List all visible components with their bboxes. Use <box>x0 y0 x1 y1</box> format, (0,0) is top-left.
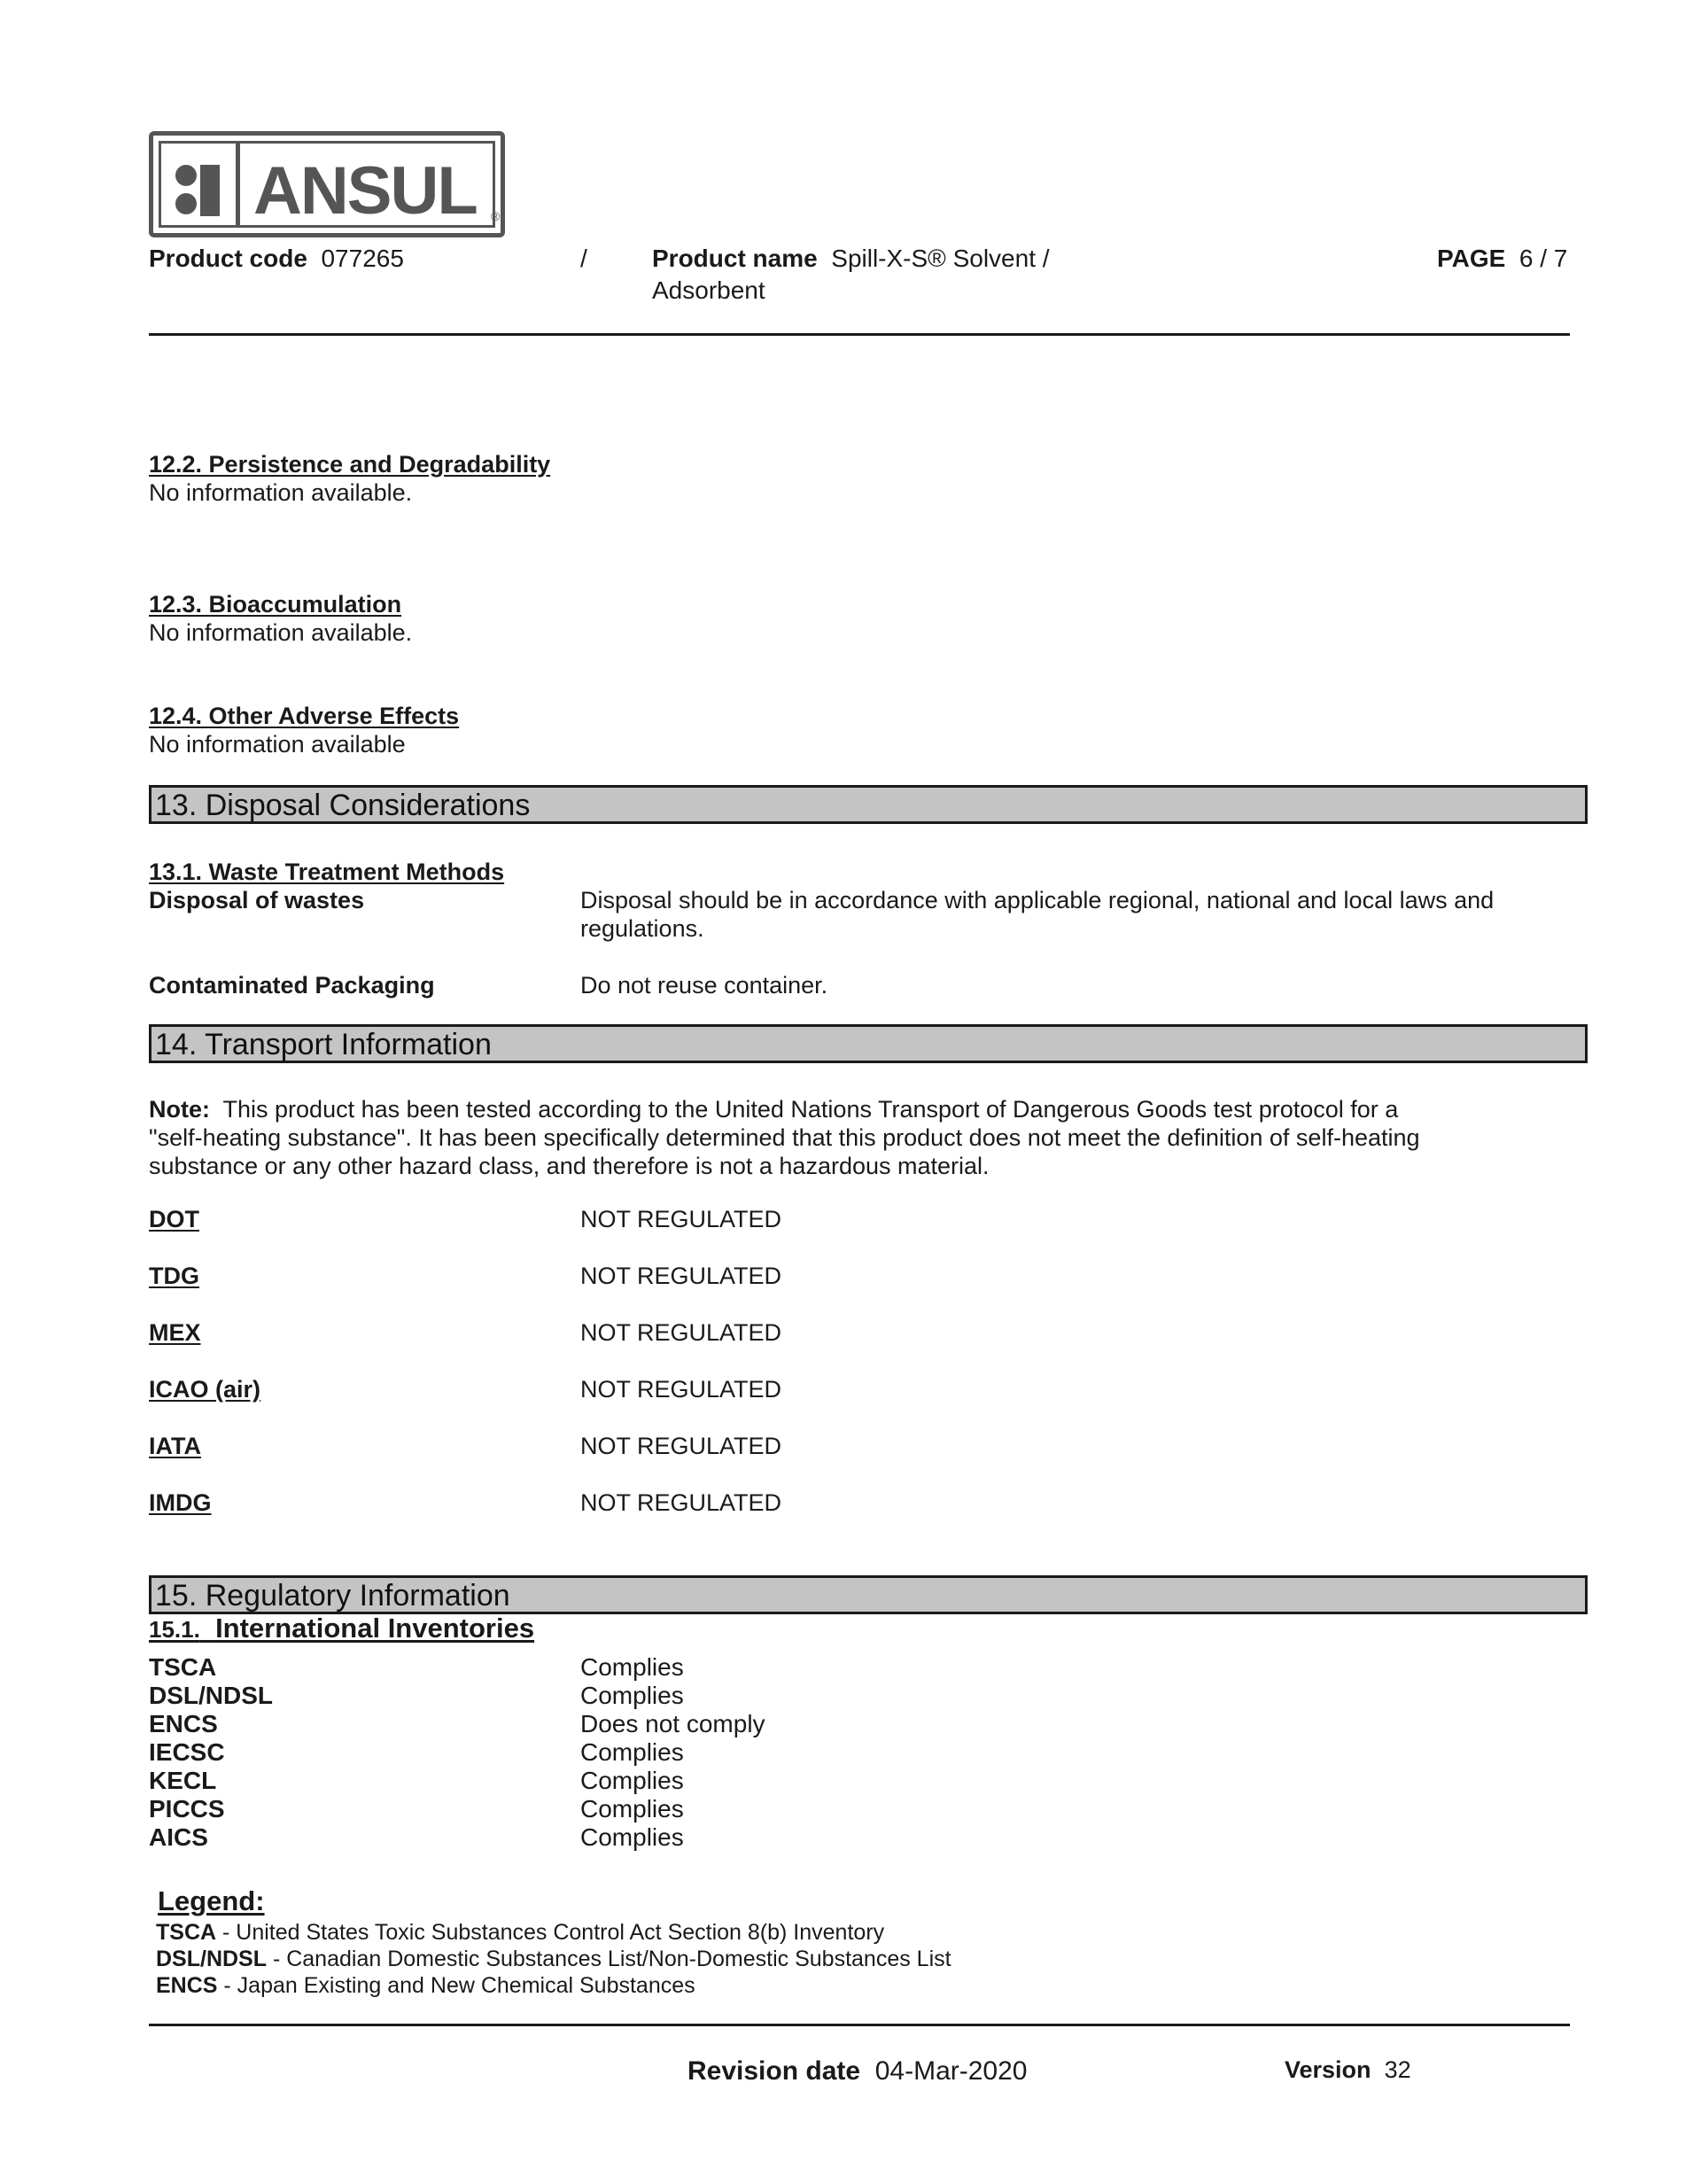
page-number <box>1437 245 1567 273</box>
legend-text-dsl-ndsl: - Canadian Domestic Substances List/Non-Domestic Substances List <box>267 1947 951 1971</box>
legend-item-tsca <box>156 1919 884 1946</box>
transport-value-imdg: NOT REGULATED <box>580 1489 782 1516</box>
packaging-value: Do not reuse container. <box>580 972 828 999</box>
legend-text-tsca: - United States Toxic Substances Control Act Section 8(b) Inventory <box>216 1920 885 1945</box>
section-14-header <box>149 1024 1588 1063</box>
inventory-value-iecsc: Complies <box>580 1738 684 1766</box>
product-name-label: Product name <box>652 245 818 272</box>
section-12-2-text: No information available. <box>149 479 413 506</box>
inventory-label-iecsc: IECSC <box>149 1738 225 1766</box>
ansul-mark-icon <box>174 161 225 220</box>
section-14-title: 14. Transport Information <box>155 1028 492 1061</box>
transport-value-mex: NOT REGULATED <box>580 1319 782 1346</box>
legend-item-dsl-ndsl <box>156 1946 951 1972</box>
product-name <box>652 245 1050 273</box>
transport-note-line3: substance or any other hazard class, and therefore is not a hazardous material. <box>149 1153 990 1179</box>
legend-abbr-tsca: TSCA <box>156 1920 217 1945</box>
revision-date <box>687 2056 1028 2087</box>
product-code-value: 077265 <box>321 245 404 272</box>
legend-abbr-encs: ENCS <box>156 1973 218 1998</box>
version-value: 32 <box>1384 2056 1411 2083</box>
inventory-value-encs: Does not comply <box>580 1710 765 1737</box>
inventory-label-encs: ENCS <box>149 1710 218 1737</box>
inventory-label-tsca: TSCA <box>149 1653 217 1681</box>
note-label: Note: <box>149 1096 210 1123</box>
section-15-1-number: 15.1. <box>149 1616 200 1643</box>
inventory-label-dsl-ndsl: DSL/NDSL <box>149 1682 273 1709</box>
inventory-value-kecl: Complies <box>580 1767 684 1794</box>
legend-item-encs <box>156 1972 695 1999</box>
section-13-header <box>149 785 1588 824</box>
disposal-text-line1: Disposal should be in accordance with applicable regional, national and local laws and <box>580 887 1495 913</box>
transport-label-mex: MEX <box>149 1319 201 1346</box>
transport-label-imdg: IMDG <box>149 1489 212 1516</box>
transport-label-dot: DOT <box>149 1206 199 1232</box>
page-value: 6 / 7 <box>1518 245 1568 272</box>
inventory-label-aics: AICS <box>149 1823 208 1851</box>
note-text-line1: This product has been tested according to the United Nations Transport of Dangerous Goods test protocol for a <box>222 1096 1399 1123</box>
section-15-header <box>149 1575 1588 1614</box>
inventory-value-piccs: Complies <box>580 1795 684 1823</box>
logo-wordmark: ANSUL <box>253 153 477 229</box>
section-12-4-title: 12.4. Other Adverse Effects <box>149 703 460 729</box>
transport-label-icao: ICAO (air) <box>149 1376 261 1403</box>
version <box>1285 2056 1411 2084</box>
transport-label-tdg: TDG <box>149 1263 199 1289</box>
disposal-label: Disposal of wastes <box>149 887 365 913</box>
transport-note-line1 <box>149 1095 1398 1123</box>
product-name-value: Spill-X-S® Solvent / <box>831 245 1050 272</box>
inventory-value-aics: Complies <box>580 1823 684 1851</box>
section-12-4-text: No information available <box>149 731 406 758</box>
logo-divider <box>236 144 240 225</box>
transport-label-iata: IATA <box>149 1433 201 1459</box>
transport-value-tdg: NOT REGULATED <box>580 1263 782 1289</box>
section-15-1-text: International Inventories <box>215 1613 535 1644</box>
section-12-3-text: No information available. <box>149 619 413 646</box>
registered-mark: ® <box>491 209 501 223</box>
inventory-value-dsl-ndsl: Complies <box>580 1682 684 1709</box>
legend-text-encs: - Japan Existing and New Chemical Substances <box>217 1973 695 1998</box>
section-13-title: 13. Disposal Considerations <box>155 789 531 822</box>
header-rule <box>149 333 1570 336</box>
product-code <box>149 245 404 273</box>
section-13-1-title: 13.1. Waste Treatment Methods <box>149 859 505 885</box>
section-15-1-title <box>149 1613 534 1645</box>
section-12-2-title: 12.2. Persistence and Degradability <box>149 451 551 478</box>
product-name-value-line2: Adsorbent <box>652 276 765 304</box>
legend-title: Legend: <box>158 1885 265 1916</box>
transport-value-dot: NOT REGULATED <box>580 1206 782 1232</box>
section-15-title: 15. Regulatory Information <box>155 1579 510 1613</box>
revision-label: Revision date <box>687 2056 861 2086</box>
logo-frame <box>159 141 501 229</box>
transport-value-iata: NOT REGULATED <box>580 1433 782 1459</box>
section-12-3-title: 12.3. Bioaccumulation <box>149 591 402 618</box>
header-separator: / <box>580 245 587 272</box>
revision-value: 04-Mar-2020 <box>874 2056 1028 2086</box>
packaging-label: Contaminated Packaging <box>149 972 435 999</box>
page-label: PAGE <box>1437 245 1506 272</box>
inventory-label-kecl: KECL <box>149 1767 217 1794</box>
legend-abbr-dsl-ndsl: DSL/NDSL <box>156 1947 267 1971</box>
product-code-label: Product code <box>149 245 307 272</box>
version-label: Version <box>1285 2056 1371 2083</box>
inventory-value-tsca: Complies <box>580 1653 684 1681</box>
footer-rule <box>149 2024 1570 2026</box>
transport-value-icao: NOT REGULATED <box>580 1376 782 1403</box>
inventory-label-piccs: PICCS <box>149 1795 225 1823</box>
ansul-logo <box>149 131 505 237</box>
transport-note-line2: "self-heating substance". It has been specifically determined that this product does not meet the definition of self-heating <box>149 1124 1420 1151</box>
disposal-text-line2: regulations. <box>580 915 704 942</box>
